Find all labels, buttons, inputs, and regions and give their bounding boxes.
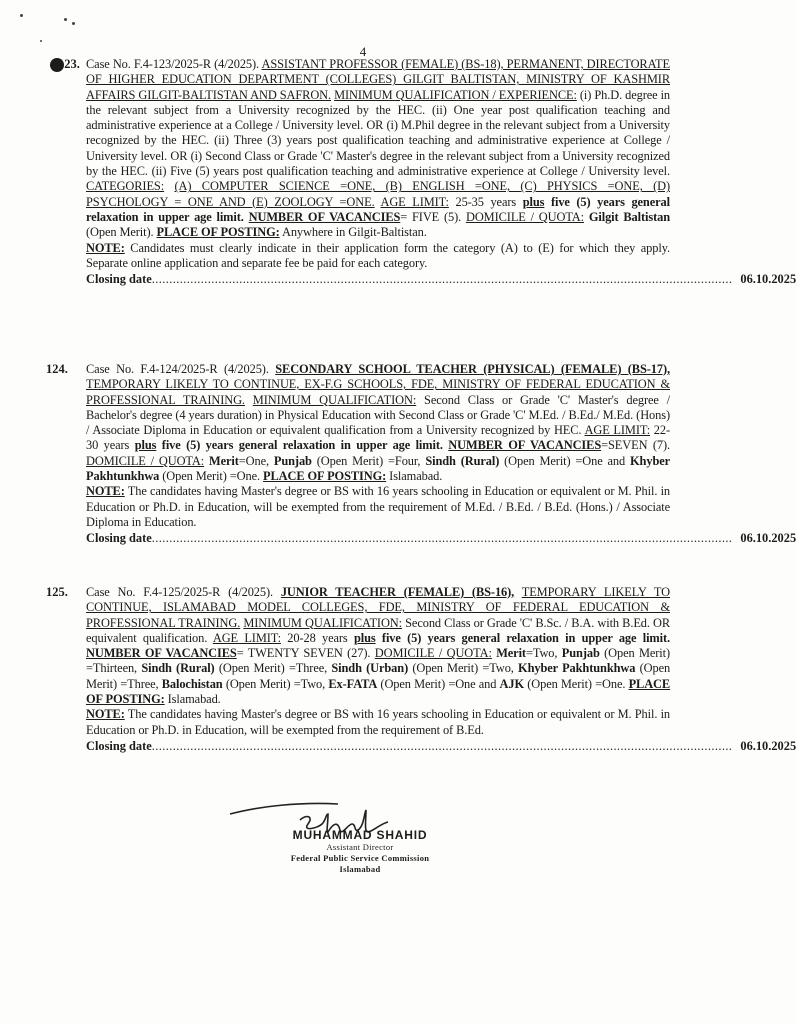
- quota-detail: (Open Merit) =Two,: [225, 676, 326, 691]
- signature-block: [250, 828, 470, 875]
- entry-body: [86, 362, 670, 530]
- post-title: ASSISTANT PROFESSOR (FEMALE) (BS-18), PERMANENT, DIRECTORATE OF HIGHER EDUCATION DEPARTMENT (COLLEGES) GILGIT BALTISTAN, MINISTRY OF KASHMIR AFFAIRS GILGIT-BALTISTAN AND SAFRON.: [86, 57, 670, 102]
- relaxation-text: five (5) years general relaxation in upper age limit.: [381, 630, 671, 645]
- qualification-label: MINIMUM QUALIFICATION / EXPERIENCE:: [334, 87, 577, 102]
- age-text: 20-28 years: [287, 630, 348, 645]
- note-label: NOTE:: [86, 484, 125, 499]
- plus-word: plus: [134, 438, 157, 453]
- case-number: Case No. F.4-125/2025-R (4/2025).: [86, 585, 274, 599]
- closing-date-row: [86, 531, 796, 546]
- quota-region: Punjab: [273, 453, 312, 468]
- closing-date-row: [86, 272, 796, 287]
- vacancies-label: NUMBER OF VACANCIES: [86, 646, 237, 661]
- quota-region: Punjab: [561, 646, 600, 661]
- closing-date: 06.10.2025: [740, 531, 796, 546]
- signatory-city: Islamabad: [339, 864, 381, 874]
- quota-region: Merit: [496, 646, 526, 661]
- quota-detail: (Open Merit) =One.: [527, 676, 626, 691]
- signatory-designation: Assistant Director: [326, 842, 394, 852]
- quota-region: Merit: [208, 453, 239, 468]
- post-title: SECONDARY SCHOOL TEACHER (PHYSICAL) (FEMALE) (BS-17),: [275, 362, 670, 376]
- quota-detail: (Open Merit) =Three,: [86, 661, 671, 691]
- age-text: 25-35 years: [455, 194, 517, 209]
- quota-detail: =Two,: [525, 646, 558, 661]
- entry-125: [46, 585, 796, 754]
- note-text: The candidates having Master's degree or BS with 16 years schooling in Education or equivalent or M. Phil. in Education or Ph.D. in Education, will be exempted from the requirement of B.Ed.: [86, 707, 671, 737]
- post-details: TEMPORARY LIKELY TO CONTINUE, ISLAMABAD MODEL COLLEGES, FDE, MINISTRY OF FEDERAL EDUCATION & PROFESSIONAL TRAINING.: [86, 585, 671, 630]
- closing-label: Closing date: [86, 272, 152, 287]
- age-text: 22-30 years: [86, 423, 671, 453]
- closing-date: 06.10.2025: [740, 738, 796, 753]
- vacancies-label: NUMBER OF VACANCIES: [248, 209, 401, 224]
- qualification-text: Second Class or Grade 'C' B.Sc. / B.A. with B.Ed. OR equivalent qualification.: [86, 615, 671, 645]
- vacancies-text: = FIVE (5).: [400, 209, 462, 224]
- scan-speck: [40, 40, 42, 42]
- posting-text: Islamabad.: [389, 469, 443, 484]
- case-number: Case No. F.4-123/2025-R (4/2025).: [86, 57, 260, 71]
- entry-body: [86, 57, 670, 271]
- posting-text: Anywhere in Gilgit-Baltistan.: [281, 225, 427, 240]
- posting-text: Islamabad.: [167, 692, 221, 707]
- quota-detail: (Open Merit) =One and: [380, 676, 497, 691]
- qualification-text: Second Class or Grade 'C' Master's degree / Bachelor's degree (4 years duration) in Physical Education with Second Class or Grade 'C' M.Ed. / B.Ed./ M.Ed. (Hons) / Associate Diploma in Education or equivalent qualification from a University recognized by HEC.: [86, 392, 671, 438]
- leader-dots: ......................................................................................................................................................................: [151, 272, 733, 287]
- domicile-label: DOMICILE / QUOTA:: [465, 209, 584, 224]
- signature-stroke: [230, 803, 338, 814]
- quota-detail: =One,: [238, 453, 269, 468]
- entry-number: 123.: [58, 57, 80, 71]
- entry-body: [86, 585, 670, 738]
- domicile-label: DOMICILE / QUOTA:: [86, 453, 205, 468]
- age-label: AGE LIMIT:: [212, 630, 281, 645]
- note-label: NOTE:: [86, 707, 125, 722]
- post-title: JUNIOR TEACHER (FEMALE) (BS-16),: [280, 585, 515, 599]
- signatory-name: MUHAMMAD SHAHID: [292, 828, 428, 842]
- quota-region: Khyber Pakhtunkhwa: [518, 661, 636, 676]
- qualification-text: (i) Ph.D. degree in the relevant subject from a University recognized by the HEC. (ii) One year post qualification teaching and administrative experience at a College / University level. OR (i) M.Phil degree in the relevant subject from a University recognized by the HEC. (ii) Three (3) years post qualification teaching and administrative experience at College / University level. OR (i) Second Class or Grade 'C' Master's degree in the relevant subject from a University recognized by the HEC. (ii) Five (5) years post qualification teaching and administrative experience at College / University level.: [86, 87, 671, 179]
- quota-region: Balochistan: [161, 676, 223, 691]
- qualification-label: MINIMUM QUALIFICATION:: [243, 615, 402, 630]
- relaxation-text: five (5) years general relaxation in upper age limit.: [86, 194, 670, 224]
- closing-label: Closing date: [86, 531, 152, 546]
- relaxation-text: five (5) years general relaxation in upper age limit.: [161, 438, 443, 453]
- closing-date-row: [86, 738, 796, 754]
- closing-date: 06.10.2025: [740, 272, 796, 287]
- case-number: Case No. F.4-124/2025-R (4/2025).: [86, 362, 269, 376]
- quota-detail: (Open Merit) =Thirteen,: [86, 646, 670, 676]
- quota-detail: (Open Merit) =Four,: [316, 453, 421, 468]
- domicile-suffix: (Open Merit).: [86, 225, 154, 240]
- quota-region: Ex-FATA: [328, 676, 378, 691]
- categories-text: (A) COMPUTER SCIENCE =ONE, (B) ENGLISH =ONE, (C) PHYSICS =ONE, (D) PSYCHOLOGY = ONE AND (E) ZOOLOGY =ONE.: [86, 179, 671, 209]
- quota-region: Sindh (Rural): [425, 453, 500, 468]
- note-label: NOTE:: [86, 240, 125, 255]
- entry-124: [46, 362, 796, 547]
- vacancies-text: = TWENTY SEVEN (27).: [236, 646, 371, 661]
- quota-detail: (Open Merit) =One.: [162, 469, 261, 484]
- entry-123: [58, 57, 796, 287]
- domicile-region: Gilgit Baltistan: [588, 209, 670, 224]
- post-details: TEMPORARY LIKELY TO CONTINUE, EX-F.G SCHOOLS, FDE, MINISTRY OF FEDERAL EDUCATION & PROFESSIONAL TRAINING.: [86, 377, 670, 407]
- posting-label: PLACE OF POSTING:: [86, 676, 671, 707]
- signatory-organization: Federal Public Service Commission: [290, 853, 430, 863]
- quota-detail: (Open Merit) =Three,: [218, 661, 328, 676]
- note-text: The candidates having Master's degree or BS with 16 years schooling in Education or equivalent or M. Phil. in Education or Ph.D. in Education, will be exempted from the requirement of M.Ed. / B.Ed. / B.Ed. (Hons.) / Associate Diploma in Education.: [86, 484, 671, 529]
- vacancies-label: NUMBER OF VACANCIES: [448, 438, 602, 453]
- leader-dots: ......................................................................................................................................................................: [151, 531, 733, 546]
- quota-detail: (Open Merit) =One and: [504, 453, 626, 468]
- posting-label: PLACE OF POSTING:: [263, 469, 387, 484]
- note-text: Candidates must clearly indicate in their application form the category (A) to (E) for which they apply. Separate online application and separate fee be paid for each category.: [86, 240, 670, 270]
- plus-word: plus: [353, 630, 376, 645]
- closing-label: Closing date: [86, 738, 152, 753]
- leader-dots: ......................................................................................................................................................................: [151, 738, 733, 753]
- quota-detail: (Open Merit) =Two,: [412, 661, 514, 676]
- categories-label: CATEGORIES:: [86, 179, 165, 194]
- quota-region: Khyber Pakhtunkhwa: [86, 453, 671, 484]
- scan-speck: [64, 18, 67, 21]
- vacancies-text: =SEVEN (7).: [601, 438, 670, 453]
- entry-number: 125.: [46, 585, 68, 599]
- domicile-label: DOMICILE / QUOTA:: [374, 646, 492, 661]
- qualification-label: MINIMUM QUALIFICATION:: [252, 392, 417, 407]
- plus-word: plus: [522, 194, 545, 209]
- quota-region: AJK: [499, 676, 525, 691]
- posting-label: PLACE OF POSTING:: [156, 225, 280, 240]
- scan-speck: [72, 22, 75, 25]
- quota-region: Sindh (Urban): [331, 661, 409, 676]
- page-number: 4: [359, 44, 367, 59]
- entry-number: 124.: [46, 362, 68, 376]
- scan-speck: [20, 14, 23, 17]
- age-label: AGE LIMIT:: [380, 194, 449, 209]
- quota-region: Sindh (Rural): [141, 661, 215, 676]
- age-label: AGE LIMIT:: [584, 423, 651, 438]
